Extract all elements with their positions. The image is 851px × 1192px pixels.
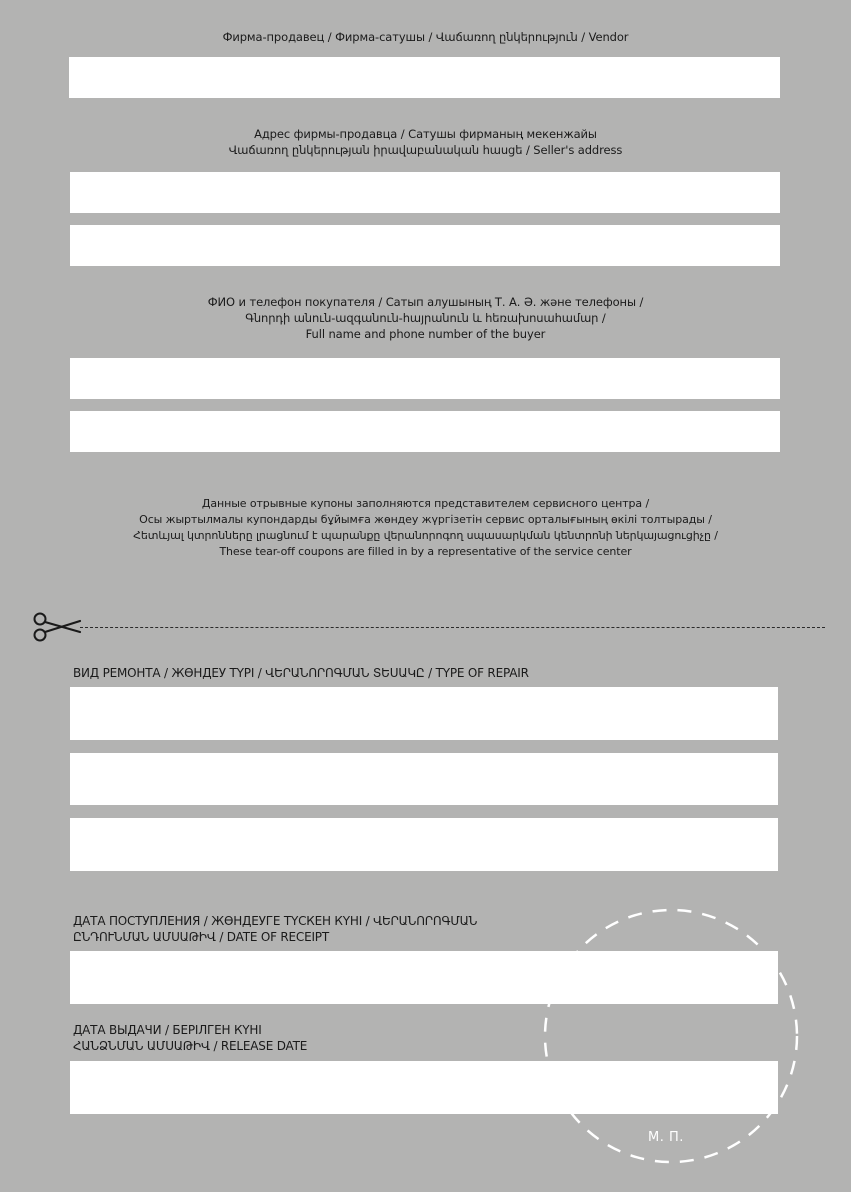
stamp-label: М. П. xyxy=(648,1130,684,1145)
tear-off-notice xyxy=(0,496,851,560)
vendor-label xyxy=(0,29,851,45)
seller-address-line-2: Վաճառող ընկերության իրավաբանական հասցե / Seller's address xyxy=(228,143,623,157)
notice-line-2: Осы жыртылмалы купондарды бұйымға жөндеу жүргізетін сервис орталығының өкілі толтырады / xyxy=(139,513,712,526)
receipt-date-line-1: ДАТА ПОСТУПЛЕНИЯ / ЖӨНДЕУГЕ ТҮСКЕН КҮНІ / ՎԵՐԱՆՈՐՈԳՄԱՆ xyxy=(73,914,478,928)
seller-address-line-1: Адрес фирмы-продавца / Сатушы фирманың мекенжайы xyxy=(254,127,597,141)
repair-type-label xyxy=(73,665,529,681)
notice-line-4: These tear-off coupons are filled in by a representative of the service center xyxy=(219,545,632,558)
buyer-field-2[interactable] xyxy=(70,411,780,452)
receipt-date-line-2: ԸՆԴՈՒՆՄԱՆ ԱՄՍԱԹԻՎ / DATE OF RECEIPT xyxy=(73,930,329,944)
repair-type-field-1[interactable] xyxy=(70,687,778,740)
notice-line-1: Данные отрывные купоны заполняются представителем сервисного центра / xyxy=(201,497,650,510)
repair-type-label-text: ВИД РЕМОНТА / ЖӨНДЕУ ТҮРІ / ՎԵՐԱՆՈՐՈԳՄԱՆ ՏԵՍԱԿԸ / TYPE OF REPAIR xyxy=(73,666,529,680)
buyer-label xyxy=(0,294,851,342)
buyer-field-1[interactable] xyxy=(70,358,780,399)
repair-type-field-2[interactable] xyxy=(70,753,778,805)
buyer-line-3: Full name and phone number of the buyer xyxy=(305,327,546,341)
seller-address-field-2[interactable] xyxy=(70,225,780,266)
release-date-line-1: ДАТА ВЫДАЧИ / БЕРІЛГЕН КҮНІ xyxy=(73,1023,262,1037)
receipt-date-field[interactable] xyxy=(70,951,778,1004)
vendor-field[interactable] xyxy=(69,57,780,98)
seller-address-field-1[interactable] xyxy=(70,172,780,213)
buyer-line-2: Գնորդի անուն-ազգանուն-հայրանուն և հեռախոսահամար / xyxy=(245,311,606,325)
release-date-label xyxy=(73,1022,307,1054)
stamp-area-circle xyxy=(540,905,802,1167)
cut-line xyxy=(80,627,825,628)
seller-address-label xyxy=(0,126,851,158)
scissors-icon xyxy=(30,610,84,644)
notice-line-3: Հետևյալ կտրոնները լրացնում է պարանքը վերանորոգող սպասարկման կենտրոնի ներկայացուցիչը / xyxy=(133,529,718,542)
buyer-line-1: ФИО и телефон покупателя / Сатып алушының Т. А. Ә. және телефоны / xyxy=(207,295,644,309)
receipt-date-label xyxy=(73,913,477,945)
repair-type-field-3[interactable] xyxy=(70,818,778,871)
vendor-label-text: Фирма-продавец / Фирма-сатушы / Վաճառող ընկերություն / Vendor xyxy=(222,30,629,44)
release-date-line-2: ՀԱՆՁՆՄԱՆ ԱՄՍԱԹԻՎ / RELEASE DATE xyxy=(73,1039,308,1053)
release-date-field[interactable] xyxy=(70,1061,778,1114)
